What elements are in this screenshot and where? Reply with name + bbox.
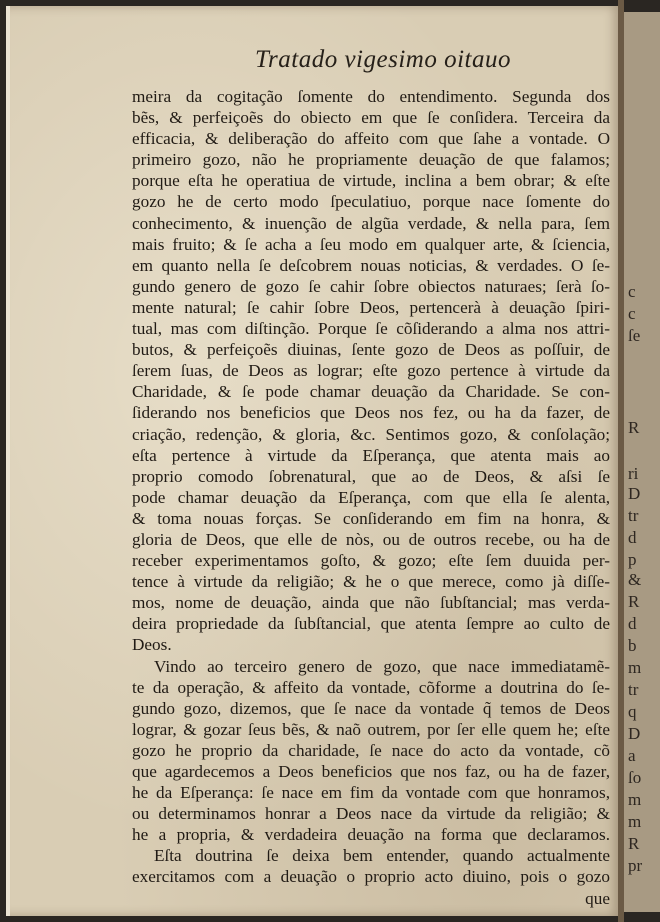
text-line: proprio comodo ſobrenatural, que ao de Deos, & aſsi ſe	[132, 466, 610, 486]
text-line: que agardecemos a Deos beneficios que nos faz, ou ha de fazer,	[132, 762, 610, 781]
adjacent-page-fragment: b	[628, 636, 637, 655]
adjacent-page-fragment: pr	[628, 856, 643, 875]
catchword: que	[585, 888, 610, 908]
adjacent-page-fragment: D	[628, 724, 641, 743]
text-line: & toma nouas forças. Se conſiderando em fim na honra, &	[132, 508, 610, 528]
text-line: ſiderando nos beneficios que Deos nos fez, ou ha da fazer, de	[132, 403, 610, 423]
adjacent-page-fragment: ſo	[628, 768, 642, 787]
text-line: tual, mas com diſtinção. Porque ſe cõſiderando a alma nos attri-	[132, 319, 610, 339]
adjacent-page-fragment: q	[628, 702, 637, 721]
adjacent-page-fragment: ſe	[628, 326, 641, 345]
adjacent-page-fragment: R	[628, 592, 640, 611]
adjacent-page-fragment: tr	[628, 680, 639, 699]
text-line: receber experimentamos goſto, & gozo; eſte ſem duuida per-	[132, 551, 610, 571]
text-line: efficacia, & deliberação do affeito com que ſahe a vontade. O	[132, 129, 610, 149]
text-line: bẽs, & perfeiçoẽs do obiecto em que ſe conſidera. Terceira da	[132, 108, 610, 128]
adjacent-page-fragment: m	[628, 658, 642, 677]
text-line: tence à virtude da religião; & he o que merece, como jà diſſe-	[132, 572, 610, 592]
adjacent-page-fragment: a	[628, 746, 636, 765]
text-line: mente natural; ſe cahir ſobre Deos, pertencerà à deuação ſpiri-	[132, 297, 610, 317]
text-line: pode chamar deuação da Eſperança, com que ella ſe alenta,	[132, 487, 610, 507]
adjacent-page-fragment: m	[628, 812, 642, 831]
text-line: ou determinamos honrar a Deos nace da virtude da religião; &	[132, 804, 610, 824]
text-line: Deos.	[132, 635, 172, 655]
body-text	[132, 86, 610, 909]
text-line: porque eſta he operatiua de virtude, inclina a bem obrar; & eſte	[132, 171, 610, 191]
text-line: criação, redenção, & gloria, &c. Sentimos gozo, & conſolação;	[132, 424, 610, 444]
adjacent-page	[624, 12, 660, 912]
text-line: exercitamos com a deuação o proprio acto diuino, pois o gozo	[132, 867, 610, 887]
adjacent-page-fragment: d	[628, 614, 637, 633]
text-line: mais fruito; & ſe acha a ſeu modo em qualquer arte, & ſciencia,	[132, 234, 610, 254]
text-line: mos, nome de deuação, ainda que não ſubſtancial; mas verda-	[132, 593, 610, 613]
text-line: te da operação, & affeito da vontade, cõforme a doutrina do ſe-	[132, 677, 610, 697]
adjacent-page-fragment: c	[628, 282, 636, 301]
adjacent-page-fragment: &	[628, 570, 642, 589]
text-line: gundo gozo, dizemos, que ſe nace da vontade q̃ temos de Deos	[132, 698, 610, 718]
text-line: gloria de Deos, que elle de nòs, ou de outros recebe, ou ha de	[132, 529, 610, 549]
page-edge	[6, 6, 10, 916]
adjacent-page-fragment: p	[628, 550, 637, 569]
text-line: Charidade, & ſe pode chamar deuação da Charidade. Se con-	[132, 382, 610, 402]
text-line: em quanto nella ſe deſcobrem nouas noticias, & verdades. O ſe-	[132, 255, 610, 275]
text-line: butos, & perfeiçoẽs diuinas, ſente gozo de Deos as poſſuir, de	[132, 340, 610, 360]
text-line: ſerem ſuas, de Deos as lograr; eſte gozo pertence à virtude da	[132, 361, 610, 381]
adjacent-page-fragment: D	[628, 484, 641, 503]
text-line: eſta pertence à virtude da Eſperança, que atenta mais ao	[132, 445, 610, 465]
text-line: gozo he de certo modo ſpeculatiuo, porque nace ſomente do	[132, 192, 610, 212]
text-line: gundo genero de gozo ſe cahir ſobre obiectos naturaes; ſerà ſo-	[132, 276, 610, 296]
adjacent-page-fragment: R	[628, 418, 640, 437]
text-line: Vindo ao terceiro genero de gozo, que nace immediatamẽ-	[154, 656, 610, 676]
text-line: deira propriedade da ſubſtancial, que atenta ſempre ao culto de	[132, 614, 610, 634]
text-line: primeiro gozo, não he propriamente deuação de que falamos;	[132, 150, 610, 170]
adjacent-page-fragment: m	[628, 790, 642, 809]
running-head: Tratado vigesimo oitauo	[255, 46, 511, 73]
adjacent-page-fragment: ri	[628, 464, 639, 483]
adjacent-page-fragment: tr	[628, 506, 639, 525]
adjacent-page-fragment: c	[628, 304, 636, 323]
text-line: he a propria, & verdadeira deuação na forma que declaramos.	[132, 825, 610, 845]
adjacent-page-fragment: d	[628, 528, 637, 547]
text-line: Eſta doutrina ſe deixa bem entender, quando actualmente	[154, 846, 610, 866]
adjacent-page-fragment: R	[628, 834, 640, 853]
text-line: gozo he proprio da charidade, ſe nace do acto da vontade, cõ	[132, 740, 610, 760]
text-line: he da Eſperança: ſe nace em fim da vontade com que honramos,	[132, 783, 610, 803]
text-line: conhecimento, & inuenção de algũa verdade, & nella para, ſem	[132, 213, 610, 233]
text-line: meira da cogitação ſomente do entendimento. Segunda dos	[132, 87, 610, 106]
text-line: lograr, & gozar ſeus bẽs, & naõ outrem, por ſer elle quem he; eſte	[132, 719, 610, 739]
